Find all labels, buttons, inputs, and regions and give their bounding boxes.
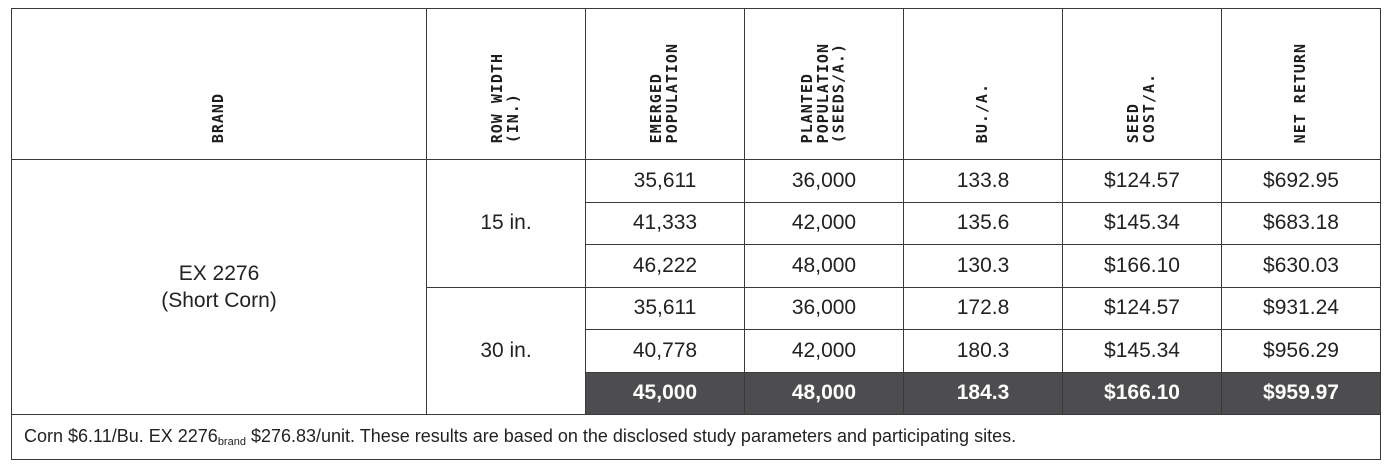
bu-per-acre-cell: 133.8 — [904, 160, 1063, 203]
seed-cost-cell: $166.10 — [1063, 372, 1222, 415]
bu-per-acre-cell: 172.8 — [904, 287, 1063, 330]
bu-per-acre-cell: 130.3 — [904, 245, 1063, 288]
header-row — [12, 9, 1381, 160]
seed-cost-cell: $145.34 — [1063, 330, 1222, 373]
header-row-width — [427, 9, 586, 160]
row-width-15-cell: 15 in. — [427, 160, 586, 288]
emerged-population-cell: 41,333 — [586, 202, 745, 245]
header-bu-per-acre-label: BU./A. — [973, 82, 992, 143]
header-net-return-label: NET RETURN — [1291, 42, 1310, 143]
footnote-prefix: Corn $6.11/Bu. EX 2276 — [24, 426, 218, 446]
planted-population-cell: 36,000 — [745, 160, 904, 203]
emerged-population-cell: 40,778 — [586, 330, 745, 373]
planted-population-cell: 36,000 — [745, 287, 904, 330]
seed-cost-cell: $145.34 — [1063, 202, 1222, 245]
net-return-cell: $630.03 — [1222, 245, 1381, 288]
header-seed-cost — [1063, 9, 1222, 160]
header-emerged-population-label: EMERGED POPULATION — [647, 42, 681, 143]
results-table — [11, 8, 1381, 460]
seed-cost-cell: $124.57 — [1063, 160, 1222, 203]
emerged-population-cell: 45,000 — [586, 372, 745, 415]
emerged-population-cell: 35,611 — [586, 287, 745, 330]
header-net-return — [1222, 9, 1381, 160]
brand-name: EX 2276 — [178, 261, 260, 285]
emerged-population-cell: 35,611 — [586, 160, 745, 203]
header-row-width-label: ROW WIDTH (IN.) — [488, 52, 522, 143]
table-row — [12, 160, 1381, 203]
net-return-cell: $931.24 — [1222, 287, 1381, 330]
net-return-cell: $683.18 — [1222, 202, 1381, 245]
footnote-subscript: brand — [217, 436, 246, 448]
header-planted-population-label: PLANTED POPULATION (SEEDS/A.) — [798, 42, 848, 143]
bu-per-acre-cell: 135.6 — [904, 202, 1063, 245]
brand-cell — [12, 160, 427, 415]
brand-type: (Short Corn) — [161, 289, 277, 312]
footnote-suffix: $276.83/unit. These results are based on the disclosed study parameters and participating sites. — [245, 426, 1017, 446]
emerged-population-cell: 46,222 — [586, 245, 745, 288]
seed-cost-cell: $166.10 — [1063, 245, 1222, 288]
bu-per-acre-cell: 180.3 — [904, 330, 1063, 373]
header-brand — [12, 9, 427, 160]
header-bu-per-acre — [904, 9, 1063, 160]
net-return-cell: $956.29 — [1222, 330, 1381, 373]
footnote-row — [12, 415, 1381, 460]
planted-population-cell: 48,000 — [745, 372, 904, 415]
planted-population-cell: 48,000 — [745, 245, 904, 288]
header-brand-label: BRAND — [209, 92, 228, 143]
net-return-cell: $692.95 — [1222, 160, 1381, 203]
planted-population-cell: 42,000 — [745, 202, 904, 245]
net-return-cell: $959.97 — [1222, 372, 1381, 415]
row-width-30-cell: 30 in. — [427, 287, 586, 415]
header-seed-cost-label: SEED COST/A. — [1124, 72, 1158, 143]
seed-cost-cell: $124.57 — [1063, 287, 1222, 330]
header-emerged-population — [586, 9, 745, 160]
bu-per-acre-cell: 184.3 — [904, 372, 1063, 415]
header-planted-population — [745, 9, 904, 160]
planted-population-cell: 42,000 — [745, 330, 904, 373]
footnote — [12, 415, 1381, 460]
